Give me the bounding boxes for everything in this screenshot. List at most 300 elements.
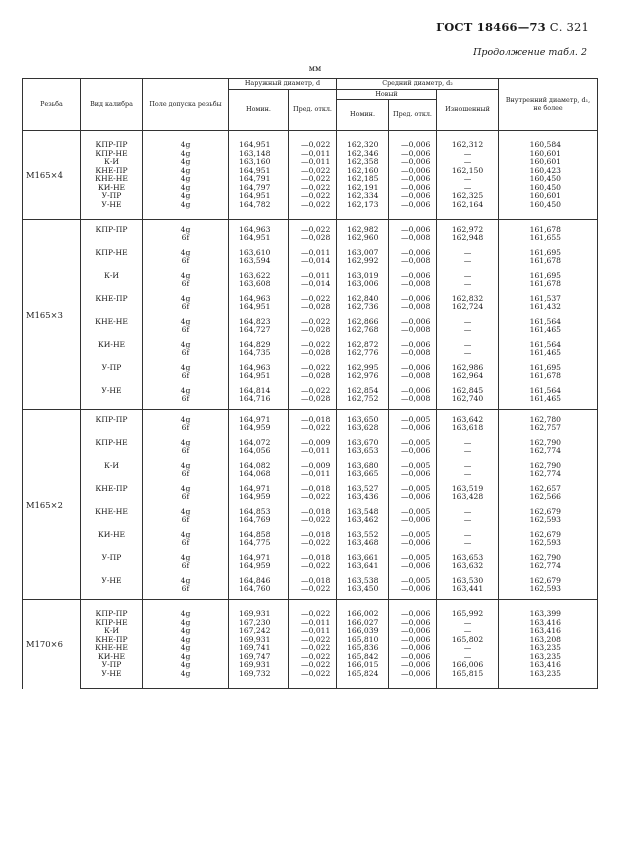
outer-limit-cell: —0,011 bbox=[289, 158, 337, 167]
outer-nominal-cell: 169,741 bbox=[229, 644, 289, 653]
table-row bbox=[23, 242, 598, 257]
worn-cell: 162,164 bbox=[437, 201, 499, 220]
gauge-type-cell: У-НЕ bbox=[81, 380, 143, 395]
tolerance-cell: 4g bbox=[143, 131, 229, 150]
tolerance-cell: 6f bbox=[143, 349, 229, 357]
mid-limit-cell: —0,006 bbox=[389, 627, 437, 636]
outer-limit-cell: —0,011 bbox=[289, 470, 337, 478]
gauge-type-cell: КПР-НЕ bbox=[81, 619, 143, 628]
table-row bbox=[23, 493, 598, 501]
gauge-type-cell: У-ПР bbox=[81, 357, 143, 372]
table-row bbox=[23, 220, 598, 235]
worn-cell: 165,815 bbox=[437, 670, 499, 689]
table-row bbox=[23, 201, 598, 220]
mid-limit-cell: —0,008 bbox=[389, 349, 437, 357]
mid-limit-cell: —0,006 bbox=[389, 424, 437, 432]
tolerance-cell: 4g bbox=[143, 570, 229, 585]
outer-nominal-cell: 164,846 bbox=[229, 570, 289, 585]
gauge-type-cell: КИ-НЕ bbox=[81, 524, 143, 539]
tolerance-cell: 4g bbox=[143, 158, 229, 167]
outer-limit-cell: —0,014 bbox=[289, 280, 337, 288]
outer-nominal-cell: 164,971 bbox=[229, 410, 289, 425]
unit-label: мм bbox=[308, 64, 322, 73]
outer-nominal-cell: 164,951 bbox=[229, 303, 289, 311]
gauge-type-cell bbox=[81, 303, 143, 311]
gauge-type-cell bbox=[81, 395, 143, 410]
mid-nominal-cell: 162,854 bbox=[337, 380, 389, 395]
gauge-type-cell bbox=[81, 562, 143, 570]
inner-diameter-cell: 163,416 bbox=[499, 619, 598, 628]
mid-nominal-cell: 166,039 bbox=[337, 627, 389, 636]
inner-diameter-cell: 161,695 bbox=[499, 265, 598, 280]
mid-nominal-cell: 166,027 bbox=[337, 619, 389, 628]
outer-limit-cell: —0,022 bbox=[289, 220, 337, 235]
mid-nominal-cell: 165,824 bbox=[337, 670, 389, 689]
mid-nominal-cell: 165,810 bbox=[337, 636, 389, 645]
tolerance-cell: 6f bbox=[143, 303, 229, 311]
gauge-type-cell: К-И bbox=[81, 455, 143, 470]
tolerance-cell: 4g bbox=[143, 288, 229, 303]
inner-diameter-cell: 160,423 bbox=[499, 167, 598, 176]
outer-limit-cell: —0,011 bbox=[289, 627, 337, 636]
worn-cell: 162,972 bbox=[437, 220, 499, 235]
col-worn: Изношенный bbox=[437, 89, 499, 131]
mid-limit-cell: —0,006 bbox=[389, 220, 437, 235]
worn-cell: 162,740 bbox=[437, 395, 499, 410]
outer-nominal-cell: 164,760 bbox=[229, 585, 289, 600]
mid-limit-cell: —0,006 bbox=[389, 562, 437, 570]
table-row bbox=[23, 334, 598, 349]
mid-nominal-cell: 162,173 bbox=[337, 201, 389, 220]
worn-cell: — bbox=[437, 653, 499, 662]
gauge-type-cell bbox=[81, 280, 143, 288]
outer-limit-cell: —0,022 bbox=[289, 653, 337, 662]
inner-diameter-cell: 162,774 bbox=[499, 562, 598, 570]
tolerance-cell: 4g bbox=[143, 380, 229, 395]
standard-number: ГОСТ 18466—73 bbox=[436, 20, 546, 34]
mid-nominal-cell: 163,007 bbox=[337, 242, 389, 257]
tolerance-cell: 4g bbox=[143, 670, 229, 689]
mid-nominal-cell: 163,628 bbox=[337, 424, 389, 432]
gauge-type-cell bbox=[81, 257, 143, 265]
inner-diameter-cell: 163,416 bbox=[499, 661, 598, 670]
outer-nominal-cell: 164,858 bbox=[229, 524, 289, 539]
outer-nominal-cell: 163,622 bbox=[229, 265, 289, 280]
mid-nominal-cell: 162,768 bbox=[337, 326, 389, 334]
gauge-type-cell bbox=[81, 234, 143, 242]
inner-diameter-cell: 163,416 bbox=[499, 627, 598, 636]
worn-cell: 163,618 bbox=[437, 424, 499, 432]
worn-cell: — bbox=[437, 447, 499, 455]
inner-diameter-cell: 161,465 bbox=[499, 395, 598, 410]
gauge-type-cell: КПР-НЕ bbox=[81, 150, 143, 159]
outer-nominal-cell: 164,853 bbox=[229, 501, 289, 516]
mid-limit-cell: —0,005 bbox=[389, 432, 437, 447]
mid-limit-cell: —0,006 bbox=[389, 653, 437, 662]
table-row bbox=[23, 547, 598, 562]
outer-limit-cell: —0,022 bbox=[289, 493, 337, 501]
worn-cell: — bbox=[437, 265, 499, 280]
outer-nominal-cell: 163,610 bbox=[229, 242, 289, 257]
tolerance-cell: 6f bbox=[143, 539, 229, 547]
outer-limit-cell: —0,022 bbox=[289, 661, 337, 670]
outer-nominal-cell: 163,148 bbox=[229, 150, 289, 159]
mid-limit-cell: —0,006 bbox=[389, 470, 437, 478]
gauge-type-cell: КИ-НЕ bbox=[81, 334, 143, 349]
table-row bbox=[23, 424, 598, 432]
mid-nominal-cell: 163,436 bbox=[337, 493, 389, 501]
gauge-type-cell: К-И bbox=[81, 627, 143, 636]
tolerance-cell: 4g bbox=[143, 220, 229, 235]
inner-diameter-cell: 162,657 bbox=[499, 478, 598, 493]
col-thread: Резьба bbox=[23, 79, 81, 131]
tolerance-cell: 4g bbox=[143, 432, 229, 447]
tolerance-cell: 4g bbox=[143, 192, 229, 201]
mid-limit-cell: —0,008 bbox=[389, 280, 437, 288]
worn-cell: — bbox=[437, 334, 499, 349]
tolerance-cell: 4g bbox=[143, 478, 229, 493]
outer-nominal-cell: 164,951 bbox=[229, 192, 289, 201]
mid-nominal-cell: 162,736 bbox=[337, 303, 389, 311]
tolerance-cell: 4g bbox=[143, 600, 229, 619]
inner-diameter-cell: 162,679 bbox=[499, 570, 598, 585]
outer-limit-cell: —0,022 bbox=[289, 184, 337, 193]
col-tolerance-field: Поле допуска резьбы bbox=[143, 79, 229, 131]
outer-nominal-cell: 164,782 bbox=[229, 201, 289, 220]
gauge-type-cell bbox=[81, 447, 143, 455]
worn-cell: 163,653 bbox=[437, 547, 499, 562]
tolerance-cell: 4g bbox=[143, 334, 229, 349]
outer-nominal-cell: 164,951 bbox=[229, 234, 289, 242]
outer-nominal-cell: 164,775 bbox=[229, 539, 289, 547]
gauge-type-cell: КНЕ-ПР bbox=[81, 478, 143, 493]
mid-limit-cell: —0,006 bbox=[389, 661, 437, 670]
worn-cell: — bbox=[437, 644, 499, 653]
table-row bbox=[23, 524, 598, 539]
mid-limit-cell: —0,008 bbox=[389, 395, 437, 410]
tolerance-cell: 6f bbox=[143, 234, 229, 242]
inner-diameter-cell: 161,678 bbox=[499, 372, 598, 380]
gauge-type-cell: КПР-НЕ bbox=[81, 432, 143, 447]
mid-nominal-cell: 162,160 bbox=[337, 167, 389, 176]
inner-diameter-cell: 162,593 bbox=[499, 539, 598, 547]
gauge-type-cell: У-НЕ bbox=[81, 201, 143, 220]
thread-cell: М165×4 bbox=[23, 131, 81, 220]
table-row bbox=[23, 326, 598, 334]
mid-limit-cell: —0,006 bbox=[389, 201, 437, 220]
worn-cell: — bbox=[437, 242, 499, 257]
inner-diameter-cell: 162,679 bbox=[499, 501, 598, 516]
outer-limit-cell: —0,022 bbox=[289, 424, 337, 432]
gauge-type-cell bbox=[81, 516, 143, 524]
table-row bbox=[23, 395, 598, 410]
worn-cell: — bbox=[437, 175, 499, 184]
outer-nominal-cell: 164,072 bbox=[229, 432, 289, 447]
mid-nominal-cell: 162,752 bbox=[337, 395, 389, 410]
mid-nominal-cell: 163,006 bbox=[337, 280, 389, 288]
mid-nominal-cell: 162,872 bbox=[337, 334, 389, 349]
mid-nominal-cell: 162,334 bbox=[337, 192, 389, 201]
outer-limit-cell: —0,018 bbox=[289, 570, 337, 585]
inner-diameter-cell: 160,450 bbox=[499, 184, 598, 193]
outer-limit-cell: —0,028 bbox=[289, 234, 337, 242]
mid-nominal-cell: 162,185 bbox=[337, 175, 389, 184]
thread-cell: М165×2 bbox=[23, 410, 81, 600]
gauge-type-cell: У-НЕ bbox=[81, 670, 143, 689]
mid-limit-cell: —0,008 bbox=[389, 326, 437, 334]
outer-nominal-cell: 164,735 bbox=[229, 349, 289, 357]
mid-limit-cell: —0,006 bbox=[389, 636, 437, 645]
mid-nominal-cell: 165,836 bbox=[337, 644, 389, 653]
tolerance-cell: 4g bbox=[143, 644, 229, 653]
inner-diameter-cell: 162,774 bbox=[499, 470, 598, 478]
outer-nominal-cell: 164,727 bbox=[229, 326, 289, 334]
gauge-type-cell: КНЕ-НЕ bbox=[81, 175, 143, 184]
mid-limit-cell: —0,005 bbox=[389, 478, 437, 493]
tolerance-cell: 6f bbox=[143, 257, 229, 265]
outer-limit-cell: —0,022 bbox=[289, 516, 337, 524]
mid-limit-cell: —0,006 bbox=[389, 380, 437, 395]
worn-cell: 163,642 bbox=[437, 410, 499, 425]
table-row bbox=[23, 447, 598, 455]
gauge-type-cell bbox=[81, 493, 143, 501]
table-row bbox=[23, 432, 598, 447]
tolerance-cell: 6f bbox=[143, 562, 229, 570]
inner-diameter-cell: 161,678 bbox=[499, 220, 598, 235]
tolerance-cell: 4g bbox=[143, 311, 229, 326]
tolerance-cell: 4g bbox=[143, 627, 229, 636]
gauge-type-cell: К-И bbox=[81, 265, 143, 280]
gauge-type-cell bbox=[81, 539, 143, 547]
outer-limit-cell: —0,011 bbox=[289, 150, 337, 159]
gauge-type-cell bbox=[81, 372, 143, 380]
gauge-type-cell: КПР-ПР bbox=[81, 600, 143, 619]
outer-limit-cell: —0,011 bbox=[289, 265, 337, 280]
mid-limit-cell: —0,006 bbox=[389, 516, 437, 524]
mid-limit-cell: —0,006 bbox=[389, 311, 437, 326]
mid-limit-cell: —0,005 bbox=[389, 501, 437, 516]
mid-nominal-cell: 163,019 bbox=[337, 265, 389, 280]
table-row bbox=[23, 600, 598, 619]
outer-limit-cell: —0,018 bbox=[289, 547, 337, 562]
worn-cell: — bbox=[437, 516, 499, 524]
worn-cell: 162,845 bbox=[437, 380, 499, 395]
inner-diameter-cell: 160,584 bbox=[499, 131, 598, 150]
worn-cell: — bbox=[437, 627, 499, 636]
tolerance-cell: 4g bbox=[143, 242, 229, 257]
worn-cell: — bbox=[437, 349, 499, 357]
mid-nominal-cell: 163,462 bbox=[337, 516, 389, 524]
mid-nominal-cell: 166,002 bbox=[337, 600, 389, 619]
page-header bbox=[436, 20, 589, 34]
outer-limit-cell: —0,022 bbox=[289, 539, 337, 547]
gauge-type-cell: КИ-НЕ bbox=[81, 184, 143, 193]
col-outer-nominal: Номин. bbox=[229, 89, 289, 131]
tolerance-cell: 4g bbox=[143, 150, 229, 159]
inner-diameter-cell: 162,566 bbox=[499, 493, 598, 501]
mid-nominal-cell: 165,842 bbox=[337, 653, 389, 662]
inner-diameter-cell: 162,757 bbox=[499, 424, 598, 432]
outer-limit-cell: —0,018 bbox=[289, 501, 337, 516]
outer-limit-cell: —0,011 bbox=[289, 619, 337, 628]
mid-limit-cell: —0,006 bbox=[389, 447, 437, 455]
tolerance-cell: 6f bbox=[143, 585, 229, 600]
outer-nominal-cell: 169,931 bbox=[229, 636, 289, 645]
outer-nominal-cell: 167,242 bbox=[229, 627, 289, 636]
mid-nominal-cell: 163,552 bbox=[337, 524, 389, 539]
outer-nominal-cell: 164,056 bbox=[229, 447, 289, 455]
mid-limit-cell: —0,006 bbox=[389, 167, 437, 176]
mid-limit-cell: —0,006 bbox=[389, 493, 437, 501]
mid-limit-cell: —0,006 bbox=[389, 150, 437, 159]
worn-cell: — bbox=[437, 184, 499, 193]
outer-limit-cell: —0,022 bbox=[289, 670, 337, 689]
mid-nominal-cell: 163,641 bbox=[337, 562, 389, 570]
worn-cell: 162,832 bbox=[437, 288, 499, 303]
outer-nominal-cell: 169,732 bbox=[229, 670, 289, 689]
outer-nominal-cell: 164,791 bbox=[229, 175, 289, 184]
outer-nominal-cell: 164,963 bbox=[229, 357, 289, 372]
worn-cell: 162,964 bbox=[437, 372, 499, 380]
mid-nominal-cell: 163,450 bbox=[337, 585, 389, 600]
mid-nominal-cell: 162,358 bbox=[337, 158, 389, 167]
tolerance-cell: 6f bbox=[143, 470, 229, 478]
outer-limit-cell: —0,028 bbox=[289, 349, 337, 357]
outer-nominal-cell: 164,829 bbox=[229, 334, 289, 349]
outer-limit-cell: —0,022 bbox=[289, 167, 337, 176]
mid-nominal-cell: 163,665 bbox=[337, 470, 389, 478]
inner-diameter-cell: 160,450 bbox=[499, 201, 598, 220]
outer-nominal-cell: 163,594 bbox=[229, 257, 289, 265]
outer-nominal-cell: 164,951 bbox=[229, 372, 289, 380]
outer-limit-cell: —0,022 bbox=[289, 600, 337, 619]
mid-limit-cell: —0,006 bbox=[389, 334, 437, 349]
table-row bbox=[23, 280, 598, 288]
inner-diameter-cell: 160,601 bbox=[499, 150, 598, 159]
tolerance-cell: 4g bbox=[143, 547, 229, 562]
tolerance-cell: 6f bbox=[143, 516, 229, 524]
outer-nominal-cell: 169,931 bbox=[229, 661, 289, 670]
gauge-type-cell: КНЕ-ПР bbox=[81, 288, 143, 303]
outer-nominal-cell: 164,814 bbox=[229, 380, 289, 395]
worn-cell: 162,724 bbox=[437, 303, 499, 311]
outer-nominal-cell: 169,931 bbox=[229, 600, 289, 619]
worn-cell: 165,802 bbox=[437, 636, 499, 645]
inner-diameter-cell: 161,564 bbox=[499, 380, 598, 395]
inner-diameter-cell: 161,678 bbox=[499, 257, 598, 265]
outer-limit-cell: —0,018 bbox=[289, 478, 337, 493]
outer-nominal-cell: 164,951 bbox=[229, 167, 289, 176]
gauge-type-cell: КНЕ-НЕ bbox=[81, 501, 143, 516]
mid-limit-cell: —0,006 bbox=[389, 644, 437, 653]
outer-limit-cell: —0,022 bbox=[289, 585, 337, 600]
outer-nominal-cell: 164,963 bbox=[229, 220, 289, 235]
gauge-type-cell bbox=[81, 349, 143, 357]
mid-limit-cell: —0,006 bbox=[389, 539, 437, 547]
col-outer-diameter: Наружный диаметр, d bbox=[229, 79, 337, 90]
col-new: Новый bbox=[337, 89, 437, 100]
outer-nominal-cell: 169,747 bbox=[229, 653, 289, 662]
outer-nominal-cell: 163,608 bbox=[229, 280, 289, 288]
inner-diameter-cell: 163,235 bbox=[499, 670, 598, 689]
table-row bbox=[23, 380, 598, 395]
worn-cell: — bbox=[437, 470, 499, 478]
tolerance-cell: 6f bbox=[143, 424, 229, 432]
inner-diameter-cell: 163,399 bbox=[499, 600, 598, 619]
mid-limit-cell: —0,005 bbox=[389, 524, 437, 539]
col-mid-diameter: Средний диаметр, d₂ bbox=[337, 79, 499, 90]
table-row bbox=[23, 265, 598, 280]
outer-limit-cell: —0,022 bbox=[289, 201, 337, 220]
table-row bbox=[23, 357, 598, 372]
mid-limit-cell: —0,006 bbox=[389, 619, 437, 628]
mid-nominal-cell: 163,538 bbox=[337, 570, 389, 585]
outer-nominal-cell: 164,797 bbox=[229, 184, 289, 193]
mid-nominal-cell: 163,650 bbox=[337, 410, 389, 425]
inner-diameter-cell: 161,465 bbox=[499, 326, 598, 334]
inner-diameter-cell: 161,678 bbox=[499, 280, 598, 288]
tolerance-cell: 4g bbox=[143, 636, 229, 645]
table-row bbox=[23, 562, 598, 570]
mid-nominal-cell: 162,191 bbox=[337, 184, 389, 193]
mid-limit-cell: —0,006 bbox=[389, 158, 437, 167]
mid-limit-cell: —0,006 bbox=[389, 265, 437, 280]
outer-nominal-cell: 164,959 bbox=[229, 562, 289, 570]
mid-nominal-cell: 163,548 bbox=[337, 501, 389, 516]
worn-cell: — bbox=[437, 158, 499, 167]
gauge-type-cell: КПР-ПР bbox=[81, 131, 143, 150]
inner-diameter-cell: 160,601 bbox=[499, 158, 598, 167]
gauge-type-cell: КПР-ПР bbox=[81, 220, 143, 235]
worn-cell: 162,325 bbox=[437, 192, 499, 201]
outer-limit-cell: —0,022 bbox=[289, 636, 337, 645]
worn-cell: — bbox=[437, 150, 499, 159]
tolerance-cell: 4g bbox=[143, 201, 229, 220]
table-row bbox=[23, 670, 598, 689]
table-row bbox=[23, 303, 598, 311]
outer-limit-cell: —0,028 bbox=[289, 395, 337, 410]
table-row bbox=[23, 234, 598, 242]
mid-nominal-cell: 162,346 bbox=[337, 150, 389, 159]
outer-limit-cell: —0,011 bbox=[289, 447, 337, 455]
gauge-type-cell bbox=[81, 326, 143, 334]
mid-limit-cell: —0,006 bbox=[389, 175, 437, 184]
tolerance-cell: 6f bbox=[143, 372, 229, 380]
mid-limit-cell: —0,005 bbox=[389, 410, 437, 425]
table-row bbox=[23, 372, 598, 380]
inner-diameter-cell: 162,780 bbox=[499, 410, 598, 425]
table-row bbox=[23, 501, 598, 516]
mid-nominal-cell: 162,960 bbox=[337, 234, 389, 242]
inner-diameter-cell: 162,774 bbox=[499, 447, 598, 455]
mid-nominal-cell: 162,320 bbox=[337, 131, 389, 150]
inner-diameter-cell: 161,564 bbox=[499, 334, 598, 349]
inner-diameter-cell: 161,537 bbox=[499, 288, 598, 303]
outer-limit-cell: —0,022 bbox=[289, 288, 337, 303]
mid-limit-cell: —0,005 bbox=[389, 455, 437, 470]
gauge-type-cell: КНЕ-НЕ bbox=[81, 311, 143, 326]
worn-cell: — bbox=[437, 311, 499, 326]
mid-limit-cell: —0,008 bbox=[389, 372, 437, 380]
outer-limit-cell: —0,028 bbox=[289, 303, 337, 311]
mid-limit-cell: —0,006 bbox=[389, 192, 437, 201]
table-row bbox=[23, 410, 598, 425]
gauge-type-cell: КПР-ПР bbox=[81, 410, 143, 425]
mid-nominal-cell: 163,661 bbox=[337, 547, 389, 562]
inner-diameter-cell: 161,564 bbox=[499, 311, 598, 326]
mid-limit-cell: —0,005 bbox=[389, 547, 437, 562]
col-mid-limit: Пред. откл. bbox=[389, 100, 437, 131]
